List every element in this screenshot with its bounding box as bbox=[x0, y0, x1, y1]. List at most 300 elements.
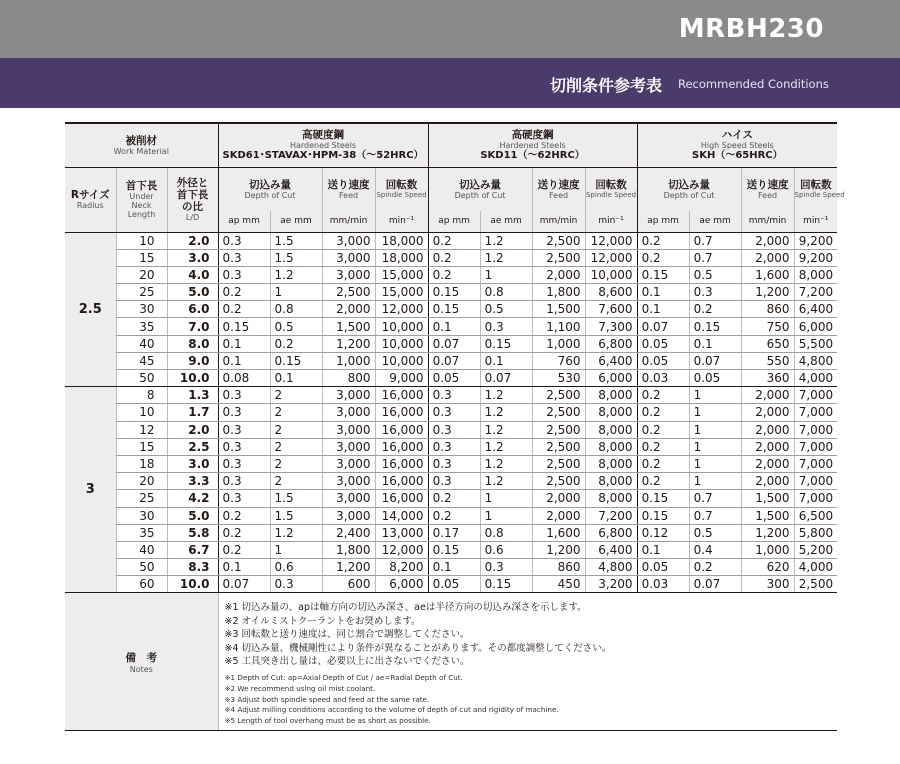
table-cell: 860 bbox=[741, 301, 794, 318]
table-cell: 0.3 bbox=[270, 576, 322, 593]
table-cell: 0.3 bbox=[218, 438, 270, 455]
top-gray-band bbox=[0, 0, 900, 58]
table-cell: 1.3 bbox=[167, 387, 218, 404]
table-cell: 0.15 bbox=[637, 507, 689, 524]
table-cell: 14,000 bbox=[375, 507, 428, 524]
table-row bbox=[65, 576, 837, 593]
table-cell: 9.0 bbox=[167, 352, 218, 369]
table-cell: 3,000 bbox=[322, 438, 375, 455]
table-cell: 2,000 bbox=[741, 455, 794, 472]
table-cell: 30 bbox=[116, 301, 167, 318]
unit-ap-3: ap mm bbox=[637, 211, 689, 232]
table-cell: 1.2 bbox=[270, 266, 322, 283]
table-cell: 8,600 bbox=[585, 284, 637, 301]
note-jp: ※1 切込み量の、apは軸方向の切込み深さ、aeは半径方向の切込み深さを示します。 bbox=[224, 602, 587, 614]
table-cell: 6.7 bbox=[167, 541, 218, 558]
table-cell: 0.8 bbox=[270, 301, 322, 318]
table-row bbox=[65, 541, 837, 558]
table-cell: 8,000 bbox=[794, 266, 837, 283]
table-row bbox=[65, 370, 837, 387]
table-cell: 7,600 bbox=[585, 301, 637, 318]
table-cell: 40 bbox=[116, 335, 167, 352]
table-cell: 3,000 bbox=[322, 266, 375, 283]
table-cell: 0.7 bbox=[689, 490, 741, 507]
table-cell: 13,000 bbox=[375, 524, 428, 541]
unit-ae-2: ae mm bbox=[480, 211, 532, 232]
table-cell: 1,000 bbox=[741, 541, 794, 558]
table-row bbox=[65, 301, 837, 318]
table-cell: 10 bbox=[116, 232, 167, 249]
notes-row bbox=[65, 593, 837, 731]
table-cell: 0.5 bbox=[480, 301, 532, 318]
table-cell: 7,000 bbox=[794, 455, 837, 472]
table-cell: 10.0 bbox=[167, 370, 218, 387]
ld-ratio-header: 外径と 首下長 の比 L/D bbox=[167, 167, 218, 232]
table-row bbox=[65, 438, 837, 455]
title-jp: 切削条件参考表 bbox=[550, 76, 663, 95]
table-cell: 2,000 bbox=[532, 490, 585, 507]
table-cell: 0.3 bbox=[428, 404, 480, 421]
table-row bbox=[65, 473, 837, 490]
table-cell: 450 bbox=[532, 576, 585, 593]
table-cell: 7,000 bbox=[794, 421, 837, 438]
table-cell: 0.15 bbox=[689, 318, 741, 335]
table-cell: 2,000 bbox=[741, 421, 794, 438]
table-cell: 1.2 bbox=[480, 232, 532, 249]
table-cell: 15 bbox=[116, 249, 167, 266]
table-cell: 45 bbox=[116, 352, 167, 369]
unit-speed-1: min⁻¹ bbox=[375, 211, 428, 232]
table-cell: 6,800 bbox=[585, 524, 637, 541]
table-cell: 0.07 bbox=[428, 352, 480, 369]
table-cell: 2 bbox=[270, 387, 322, 404]
table-cell: 6,000 bbox=[375, 576, 428, 593]
table-cell: 2 bbox=[270, 421, 322, 438]
table-cell: 0.2 bbox=[428, 490, 480, 507]
table-cell: 0.1 bbox=[428, 318, 480, 335]
table-cell: 2,500 bbox=[532, 473, 585, 490]
table-cell: 12,000 bbox=[375, 541, 428, 558]
table-cell: 1.2 bbox=[270, 524, 322, 541]
table-cell: 2,500 bbox=[532, 438, 585, 455]
table-cell: 0.6 bbox=[480, 541, 532, 558]
table-cell: 2 bbox=[270, 455, 322, 472]
table-cell: 1 bbox=[689, 404, 741, 421]
table-cell: 18,000 bbox=[375, 232, 428, 249]
title-band bbox=[0, 58, 900, 108]
table-cell: 0.1 bbox=[270, 370, 322, 387]
table-cell: 0.3 bbox=[218, 421, 270, 438]
notes-text bbox=[218, 593, 837, 731]
table-cell: 0.2 bbox=[218, 541, 270, 558]
table-cell: 0.3 bbox=[480, 559, 532, 576]
table-cell: 2,500 bbox=[532, 232, 585, 249]
table-cell: 0.8 bbox=[480, 284, 532, 301]
table-cell: 0.2 bbox=[689, 301, 741, 318]
table-cell: 1,600 bbox=[741, 266, 794, 283]
table-cell: 2,400 bbox=[322, 524, 375, 541]
table-cell: 15 bbox=[116, 438, 167, 455]
table-cell: 2,000 bbox=[741, 404, 794, 421]
table-row bbox=[65, 490, 837, 507]
table-cell: 2,000 bbox=[741, 387, 794, 404]
table-cell: 0.15 bbox=[480, 576, 532, 593]
table-cell: 620 bbox=[741, 559, 794, 576]
table-cell: 550 bbox=[741, 352, 794, 369]
work-material-header: 被削材 Work Material bbox=[65, 123, 218, 167]
table-cell: 2 bbox=[270, 473, 322, 490]
table-cell: 3,000 bbox=[322, 455, 375, 472]
table-cell: 8,000 bbox=[585, 438, 637, 455]
table-cell: 16,000 bbox=[375, 404, 428, 421]
table-cell: 9,200 bbox=[794, 249, 837, 266]
table-cell: 0.08 bbox=[218, 370, 270, 387]
table-cell: 0.12 bbox=[637, 524, 689, 541]
table-cell: 7,000 bbox=[794, 438, 837, 455]
table-row bbox=[65, 266, 837, 283]
table-cell: 0.2 bbox=[637, 438, 689, 455]
table-cell: 0.03 bbox=[637, 370, 689, 387]
table-cell: 0.2 bbox=[637, 421, 689, 438]
table-cell: 2.0 bbox=[167, 232, 218, 249]
radius-cell: 3 bbox=[65, 387, 116, 593]
table-cell: 0.7 bbox=[689, 249, 741, 266]
table-cell: 3,000 bbox=[322, 387, 375, 404]
title-en: Recommended Conditions bbox=[678, 77, 829, 91]
table-cell: 50 bbox=[116, 370, 167, 387]
table-cell: 8,200 bbox=[375, 559, 428, 576]
notes-label: 備 考 Notes bbox=[65, 593, 218, 731]
table-cell: 6,400 bbox=[585, 541, 637, 558]
doc-header-3: 切込み量 Depth of Cut bbox=[637, 167, 741, 211]
radius-header: Rサイズ Radius bbox=[65, 167, 116, 232]
unit-feed-1: mm/min bbox=[322, 211, 375, 232]
table-cell: 7,000 bbox=[794, 473, 837, 490]
table-cell: 0.6 bbox=[270, 559, 322, 576]
table-cell: 0.05 bbox=[637, 352, 689, 369]
table-cell: 1,200 bbox=[741, 524, 794, 541]
table-cell: 2,500 bbox=[532, 387, 585, 404]
table-row bbox=[65, 387, 837, 404]
table-cell: 3.3 bbox=[167, 473, 218, 490]
table-cell: 1 bbox=[689, 455, 741, 472]
table-cell: 40 bbox=[116, 541, 167, 558]
table-cell: 2 bbox=[270, 404, 322, 421]
doc-header-1: 切込み量 Depth of Cut bbox=[218, 167, 322, 211]
note-jp: ※5 工具突き出し量は、必要以上に出さないでください。 bbox=[224, 656, 470, 668]
table-cell: 0.3 bbox=[218, 473, 270, 490]
table-cell: 0.07 bbox=[637, 318, 689, 335]
table-cell: 3,000 bbox=[322, 421, 375, 438]
table-cell: 1,800 bbox=[322, 541, 375, 558]
table-cell: 16,000 bbox=[375, 455, 428, 472]
table-cell: 530 bbox=[532, 370, 585, 387]
table-cell: 0.5 bbox=[689, 524, 741, 541]
table-cell: 5,800 bbox=[794, 524, 837, 541]
table-cell: 7,200 bbox=[585, 507, 637, 524]
table-cell: 0.1 bbox=[218, 335, 270, 352]
table-cell: 1,500 bbox=[532, 301, 585, 318]
speed-header-2: 回転数 Spindle Speed bbox=[585, 167, 637, 211]
table-cell: 2,500 bbox=[794, 576, 837, 593]
table-cell: 0.3 bbox=[218, 249, 270, 266]
table-cell: 7,000 bbox=[794, 387, 837, 404]
table-cell: 8,000 bbox=[585, 387, 637, 404]
table-cell: 5.0 bbox=[167, 284, 218, 301]
table-cell: 2 bbox=[270, 438, 322, 455]
table-cell: 0.3 bbox=[428, 387, 480, 404]
table-cell: 0.3 bbox=[689, 284, 741, 301]
table-cell: 1.5 bbox=[270, 249, 322, 266]
table-cell: 800 bbox=[322, 370, 375, 387]
table-row bbox=[65, 559, 837, 576]
table-cell: 10,000 bbox=[585, 266, 637, 283]
table-cell: 0.1 bbox=[637, 284, 689, 301]
table-cell: 12 bbox=[116, 421, 167, 438]
table-cell: 12,000 bbox=[375, 301, 428, 318]
table-cell: 1,200 bbox=[532, 541, 585, 558]
table-cell: 0.15 bbox=[480, 335, 532, 352]
table-cell: 0.05 bbox=[637, 335, 689, 352]
table-cell: 2.5 bbox=[167, 438, 218, 455]
table-cell: 1 bbox=[689, 387, 741, 404]
table-cell: 860 bbox=[532, 559, 585, 576]
table-cell: 15,000 bbox=[375, 266, 428, 283]
table-cell: 0.05 bbox=[428, 370, 480, 387]
unit-ae-1: ae mm bbox=[270, 211, 322, 232]
table-cell: 0.05 bbox=[689, 370, 741, 387]
table-cell: 0.2 bbox=[218, 284, 270, 301]
table-cell: 0.3 bbox=[218, 490, 270, 507]
table-cell: 1.2 bbox=[480, 455, 532, 472]
table-row bbox=[65, 318, 837, 335]
table-cell: 16,000 bbox=[375, 421, 428, 438]
table-cell: 0.8 bbox=[480, 524, 532, 541]
unit-feed-3: mm/min bbox=[741, 211, 794, 232]
table-cell: 0.7 bbox=[689, 232, 741, 249]
table-cell: 1,000 bbox=[532, 335, 585, 352]
note-en: ※2 We recommend using oil mist coolant. bbox=[224, 684, 376, 694]
table-cell: 0.15 bbox=[218, 318, 270, 335]
table-cell: 0.1 bbox=[637, 301, 689, 318]
table-row bbox=[65, 352, 837, 369]
table-cell: 15,000 bbox=[375, 284, 428, 301]
table-cell: 1.2 bbox=[480, 404, 532, 421]
table-cell: 0.2 bbox=[428, 249, 480, 266]
table-cell: 16,000 bbox=[375, 387, 428, 404]
table-cell: 20 bbox=[116, 266, 167, 283]
table-cell: 1.5 bbox=[270, 232, 322, 249]
table-cell: 0.1 bbox=[428, 559, 480, 576]
table-cell: 1 bbox=[689, 438, 741, 455]
conditions-table bbox=[65, 122, 845, 731]
table-cell: 0.1 bbox=[689, 335, 741, 352]
table-row bbox=[65, 335, 837, 352]
table-cell: 3.0 bbox=[167, 455, 218, 472]
unit-speed-3: min⁻¹ bbox=[794, 211, 837, 232]
table-cell: 750 bbox=[741, 318, 794, 335]
table-cell: 3.0 bbox=[167, 249, 218, 266]
table-cell: 0.3 bbox=[428, 438, 480, 455]
unit-speed-2: min⁻¹ bbox=[585, 211, 637, 232]
table-cell: 0.15 bbox=[428, 284, 480, 301]
table-cell: 20 bbox=[116, 473, 167, 490]
table-cell: 10,000 bbox=[375, 352, 428, 369]
unit-ae-3: ae mm bbox=[689, 211, 741, 232]
table-cell: 5.0 bbox=[167, 507, 218, 524]
table-cell: 8,000 bbox=[585, 421, 637, 438]
table-cell: 1 bbox=[689, 473, 741, 490]
table-cell: 9,200 bbox=[794, 232, 837, 249]
table-cell: 2,000 bbox=[322, 301, 375, 318]
table-cell: 300 bbox=[741, 576, 794, 593]
table-cell: 2,000 bbox=[532, 507, 585, 524]
table-cell: 2,000 bbox=[741, 232, 794, 249]
table-cell: 0.15 bbox=[428, 541, 480, 558]
table-cell: 0.17 bbox=[428, 524, 480, 541]
table-cell: 0.3 bbox=[480, 318, 532, 335]
table-cell: 0.15 bbox=[428, 301, 480, 318]
table-cell: 16,000 bbox=[375, 490, 428, 507]
table-cell: 10,000 bbox=[375, 335, 428, 352]
unit-ap-2: ap mm bbox=[428, 211, 480, 232]
table-cell: 9,000 bbox=[375, 370, 428, 387]
table-cell: 0.2 bbox=[637, 249, 689, 266]
table-cell: 1.2 bbox=[480, 387, 532, 404]
table-row bbox=[65, 524, 837, 541]
table-cell: 7,000 bbox=[794, 404, 837, 421]
table-cell: 1,800 bbox=[532, 284, 585, 301]
table-cell: 1.2 bbox=[480, 421, 532, 438]
table-cell: 3,000 bbox=[322, 490, 375, 507]
table-cell: 0.2 bbox=[428, 507, 480, 524]
table-cell: 0.2 bbox=[637, 473, 689, 490]
table-cell: 7.0 bbox=[167, 318, 218, 335]
neck-length-header: 首下長 Under Neck Length bbox=[116, 167, 167, 232]
table-cell: 0.3 bbox=[218, 455, 270, 472]
table-row bbox=[65, 232, 837, 249]
table-cell: 6,400 bbox=[585, 352, 637, 369]
table-cell: 0.07 bbox=[689, 352, 741, 369]
table-cell: 2,000 bbox=[741, 473, 794, 490]
table-cell: 4.0 bbox=[167, 266, 218, 283]
doc-header-2: 切込み量 Depth of Cut bbox=[428, 167, 532, 211]
table-cell: 7,000 bbox=[794, 490, 837, 507]
table-cell: 3,000 bbox=[322, 232, 375, 249]
table-cell: 35 bbox=[116, 524, 167, 541]
table-cell: 25 bbox=[116, 490, 167, 507]
table-cell: 2,500 bbox=[532, 249, 585, 266]
table-cell: 4,000 bbox=[794, 559, 837, 576]
note-en: ※3 Adjust both spindle speed and feed at the same rate. bbox=[224, 694, 430, 704]
table-cell: 16,000 bbox=[375, 473, 428, 490]
table-cell: 0.3 bbox=[218, 404, 270, 421]
table-cell: 2,000 bbox=[532, 266, 585, 283]
table-cell: 8,000 bbox=[585, 455, 637, 472]
note-jp: ※4 切込み量、機械剛性により条件が異なることがあります。その都度調整してください。 bbox=[224, 642, 612, 654]
table-cell: 5,500 bbox=[794, 335, 837, 352]
table-cell: 0.3 bbox=[218, 266, 270, 283]
table-cell: 30 bbox=[116, 507, 167, 524]
table-cell: 25 bbox=[116, 284, 167, 301]
table-cell: 0.07 bbox=[689, 576, 741, 593]
table-cell: 1,200 bbox=[741, 284, 794, 301]
table-cell: 0.2 bbox=[637, 387, 689, 404]
material-header-3: ハイス High Speed Steels SKH（～65HRC） bbox=[637, 123, 837, 167]
material-header-1: 高硬度鋼 Hardened Steels SKD61･STAVAX･HPM-38（～52HRC） bbox=[218, 123, 428, 167]
table-cell: 0.1 bbox=[637, 541, 689, 558]
table-cell: 1.7 bbox=[167, 404, 218, 421]
table-cell: 0.1 bbox=[218, 352, 270, 369]
table-cell: 60 bbox=[116, 576, 167, 593]
table-cell: 1,200 bbox=[322, 335, 375, 352]
table-cell: 6.0 bbox=[167, 301, 218, 318]
table-cell: 0.15 bbox=[637, 266, 689, 283]
table-cell: 1 bbox=[270, 541, 322, 558]
table-cell: 6,800 bbox=[585, 335, 637, 352]
table-cell: 0.2 bbox=[428, 232, 480, 249]
table-cell: 8,000 bbox=[585, 404, 637, 421]
table-cell: 0.2 bbox=[637, 455, 689, 472]
table-cell: 1.2 bbox=[480, 438, 532, 455]
table-cell: 1.5 bbox=[270, 507, 322, 524]
table-cell: 4,800 bbox=[585, 559, 637, 576]
table-cell: 1 bbox=[480, 266, 532, 283]
table-cell: 6,500 bbox=[794, 507, 837, 524]
table-cell: 1,100 bbox=[532, 318, 585, 335]
note-en: ※4 Adjust milling conditions according to the volume of depth of cut and rigidity of machine. bbox=[224, 705, 559, 715]
table-cell: 8,000 bbox=[585, 490, 637, 507]
table-cell: 0.4 bbox=[689, 541, 741, 558]
table-cell: 8,000 bbox=[585, 473, 637, 490]
table-cell: 0.2 bbox=[218, 507, 270, 524]
model-number: MRBH230 bbox=[678, 14, 824, 44]
table-cell: 1.2 bbox=[480, 473, 532, 490]
table-cell: 0.3 bbox=[428, 421, 480, 438]
table-row bbox=[65, 404, 837, 421]
unit-feed-2: mm/min bbox=[532, 211, 585, 232]
table-cell: 12,000 bbox=[585, 232, 637, 249]
table-cell: 12,000 bbox=[585, 249, 637, 266]
feed-header-2: 送り速度 Feed bbox=[532, 167, 585, 211]
note-en: ※1 Depth of Cut: ap=Axial Depth of Cut / ae=Radial Depth of Cut. bbox=[224, 673, 463, 683]
table-cell: 0.1 bbox=[218, 559, 270, 576]
table-cell: 1,200 bbox=[322, 559, 375, 576]
unit-ap-1: ap mm bbox=[218, 211, 270, 232]
table-cell: 2.0 bbox=[167, 421, 218, 438]
note-jp: ※2 オイルミストクーラントをお奨めします。 bbox=[224, 615, 421, 627]
table-cell: 1 bbox=[480, 507, 532, 524]
table-cell: 6,000 bbox=[585, 370, 637, 387]
table-cell: 3,000 bbox=[322, 507, 375, 524]
table-cell: 50 bbox=[116, 559, 167, 576]
table-cell: 1 bbox=[480, 490, 532, 507]
table-cell: 0.3 bbox=[218, 232, 270, 249]
table-cell: 0.15 bbox=[637, 490, 689, 507]
note-jp: ※3 回転数と送り速度は、同じ割合で調整してください。 bbox=[224, 629, 470, 641]
table-cell: 0.07 bbox=[218, 576, 270, 593]
table-cell: 3,000 bbox=[322, 249, 375, 266]
table-cell: 7,200 bbox=[794, 284, 837, 301]
table-cell: 1,500 bbox=[741, 507, 794, 524]
table-row bbox=[65, 507, 837, 524]
radius-cell: 2.5 bbox=[65, 232, 116, 387]
table-cell: 1,000 bbox=[322, 352, 375, 369]
table-cell: 1 bbox=[689, 421, 741, 438]
table-cell: 0.07 bbox=[428, 335, 480, 352]
table-row bbox=[65, 455, 837, 472]
table-cell: 0.2 bbox=[689, 559, 741, 576]
